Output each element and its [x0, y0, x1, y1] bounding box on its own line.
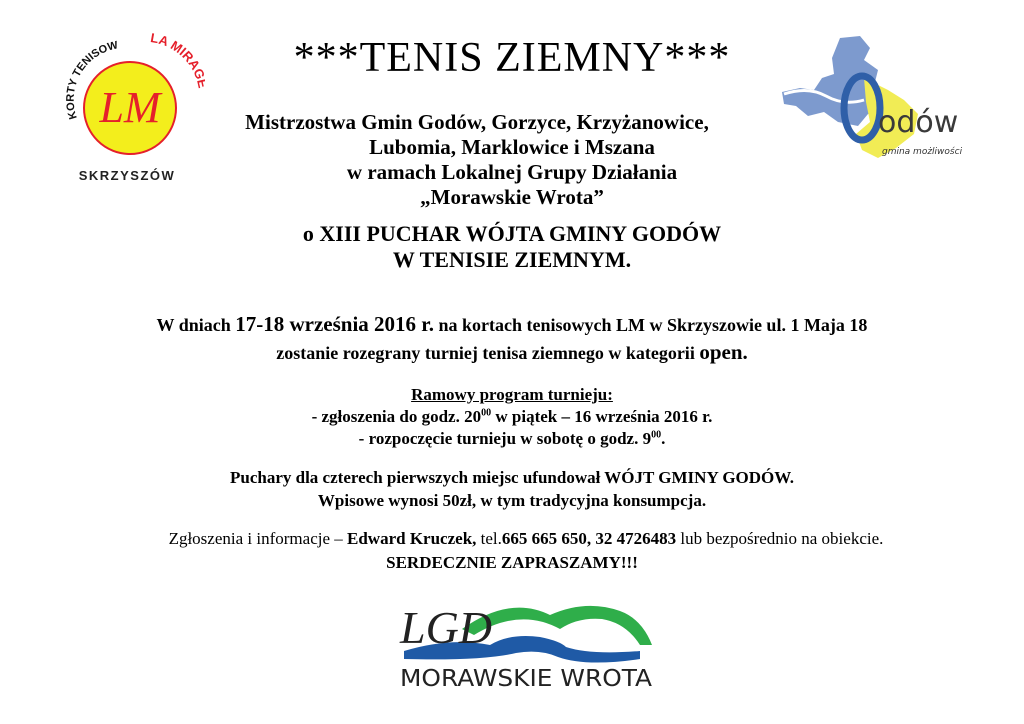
program-item-2 — [0, 427, 1024, 451]
intro-line-2 — [0, 340, 1024, 365]
contact-prefix: Zgłoszenia i informacje – — [168, 529, 348, 548]
program-heading: Ramowy program turnieju: — [411, 385, 613, 404]
cup-line-2: W TENISIE ZIEMNYM. — [392, 247, 632, 272]
cup-line-1: o XIII PUCHAR WÓJTA GMINY GODÓW — [302, 221, 722, 246]
header-line-2: Lubomia, Marklowice i Mszana — [369, 135, 655, 159]
logo-godow-tagline: gmina możliwości — [882, 147, 963, 157]
header-line-4: „Morawskie Wrota” — [420, 185, 604, 209]
contact-suffix: lub bezpośrednio na obiekcie. — [676, 529, 884, 548]
program-item-1-text: - zgłoszenia do godz. 20 — [311, 407, 482, 426]
program-item-1 — [0, 405, 1024, 429]
header-line-1: Mistrzostwa Gmin Godów, Gorzyce, Krzyżanowice, — [245, 110, 709, 134]
prizes-line-1: Puchary dla czterech pierwszych miejsc ufundował WÓJT GMINY GODÓW. — [230, 468, 794, 487]
prizes-line-2: Wpisowe wynosi 50zł, w tym tradycyjna konsumpcja. — [317, 491, 707, 510]
logo-arc-left-text: KORTY TENISOW — [64, 39, 120, 121]
intro-text-a: W dniach — [156, 315, 236, 335]
contact-tel-prefix: tel. — [476, 529, 502, 548]
logo-town: SKRZYSZÓW — [78, 168, 176, 183]
logo-godow-name: odów — [878, 105, 959, 140]
header-line-3: w ramach Lokalnej Grupy Działania — [346, 160, 678, 184]
lgd-letters: LGD — [400, 602, 493, 653]
program-item-1-sup: 00 — [481, 407, 492, 419]
intro-text-c: na kortach tenisowych LM w Skrzyszowie ul. 1 Maja 18 — [433, 315, 868, 335]
closing-text: SERDECZNIE ZAPRASZAMY!!! — [386, 553, 638, 572]
program-item-1-rest: w piątek – 16 września 2016 r. — [491, 407, 713, 426]
lgd-name: MORAWSKIE WROTA — [400, 666, 653, 692]
intro-open: open. — [699, 340, 748, 364]
contact-name: Edward Kruczek, — [347, 529, 477, 548]
program-item-2-text: - rozpoczęcie turnieju w sobotę o godz. 9 — [358, 429, 652, 448]
contact-line — [14, 529, 1024, 549]
contact-phones: 665 665 650, 32 4726483 — [501, 529, 677, 548]
logo-arc-right-text: LA MIRA — [149, 30, 204, 73]
intro-dates: 17-18 września 2016 r. — [235, 312, 434, 336]
intro-text-d: zostanie rozegrany turniej tenisa ziemnego w kategorii — [276, 343, 700, 363]
logo-monogram: LM — [99, 83, 161, 132]
page-title: ***TENIS ZIEMNY*** — [293, 35, 731, 81]
intro-line-1 — [0, 312, 1024, 337]
program-item-2-sup: 00 — [651, 429, 662, 441]
program-item-2-rest: . — [661, 429, 666, 448]
logo-lgd-morawskie-wrota — [390, 585, 660, 695]
